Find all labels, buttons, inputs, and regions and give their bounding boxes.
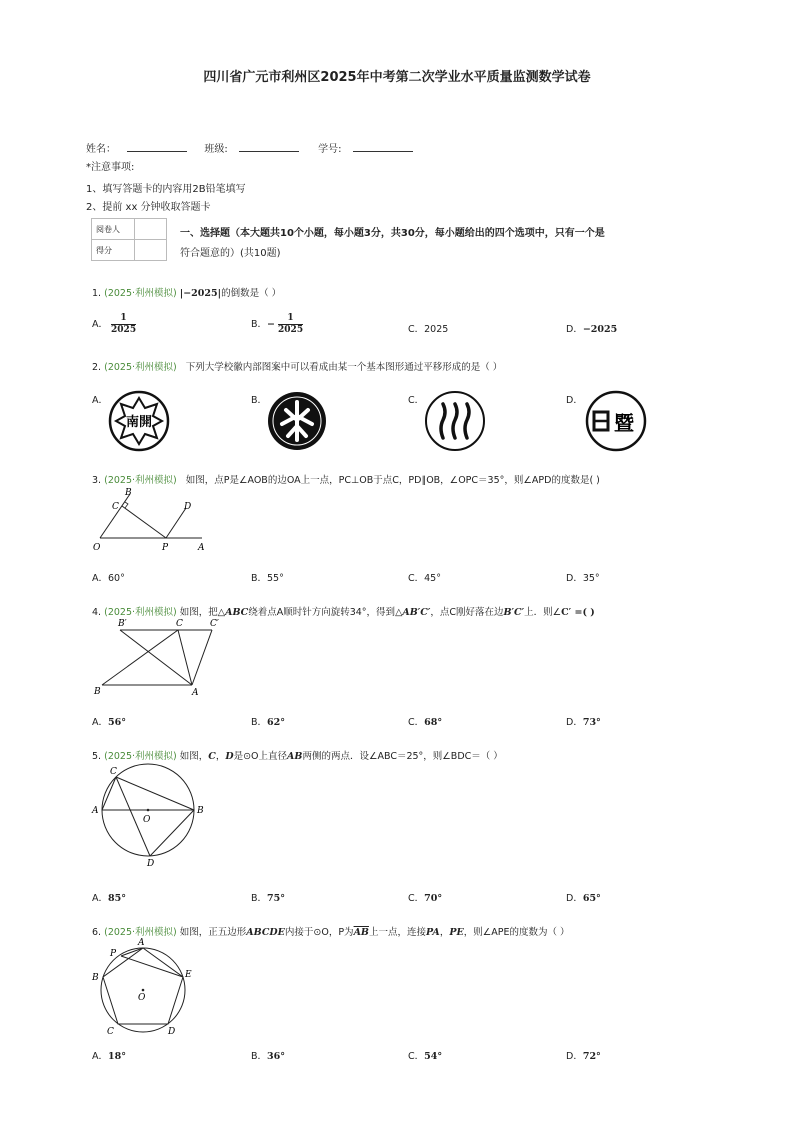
wave-emblem-icon (424, 390, 486, 452)
math-expression: PA (425, 927, 440, 938)
option-label: A． (92, 319, 108, 330)
math-expression: ABCDE (246, 927, 285, 938)
option-b[interactable]: B． (251, 395, 268, 406)
jinan-emblem-icon (585, 390, 647, 452)
question-text: 上．则∠ (524, 607, 562, 618)
question-text: 如图， (179, 751, 209, 762)
segment-b1a (120, 630, 192, 685)
label-a: A (92, 806, 99, 816)
question-number: 2. (92, 362, 102, 373)
question-text: ， (439, 927, 450, 938)
option-c[interactable] (408, 714, 442, 728)
score-table (91, 218, 167, 261)
question-number: 5. (92, 751, 102, 762)
section-heading-line2: 符合题意的）(共10题) (180, 248, 281, 259)
denominator: 2025 (111, 325, 137, 335)
option-value: 70° (424, 893, 443, 904)
label-b: B (92, 973, 99, 983)
question-number: 1. (92, 288, 102, 299)
question-text: 是⊙O上直径 (233, 751, 288, 762)
segment-pd (166, 508, 186, 538)
label-b: B (94, 687, 101, 697)
option-c[interactable] (408, 890, 442, 904)
option-label: B． (251, 717, 268, 728)
question-text: 如图，点P是∠AOB的边OA上一点，PC⊥OB于点C，PD∥OB，∠OPC＝35°，则∠APD的度数是( ) (185, 475, 600, 486)
segment-pe (121, 956, 183, 977)
class-label: 班级: (204, 144, 228, 155)
option-d[interactable] (566, 321, 617, 335)
arc-expression: $\overline{AB}$ (353, 927, 369, 938)
notice-title: *注意事项: (86, 162, 135, 173)
nankai-emblem-icon (108, 390, 170, 452)
center-dot (142, 989, 145, 992)
option-label: A． (92, 1051, 108, 1062)
question-text: 如图，正五边形 (179, 927, 247, 938)
option-d[interactable] (566, 714, 601, 728)
option-value: 68° (424, 717, 443, 728)
source-tag: (2025·利州模拟) (104, 475, 177, 486)
question-text: ， (215, 751, 226, 762)
option-a[interactable] (92, 714, 126, 728)
segment-pc (122, 506, 166, 538)
source-tag: (2025·利州模拟) (104, 288, 177, 299)
class-blank[interactable] (239, 141, 299, 152)
section-heading (180, 224, 605, 264)
emblem-text: 南開 (125, 415, 153, 430)
label-b: B (197, 806, 204, 816)
option-d[interactable] (566, 1048, 601, 1062)
center-dot (147, 809, 150, 812)
source-tag: (2025·利州模拟) (104, 607, 177, 618)
label-c-prime: C′ (210, 619, 219, 629)
score-label: 得分 (92, 240, 135, 261)
math-expression: PE (449, 927, 464, 938)
figure-q4 (90, 615, 230, 700)
option-a[interactable]: A． (92, 395, 108, 406)
fraction (111, 313, 136, 336)
segment-ca (178, 630, 192, 685)
label-a: A (198, 543, 205, 553)
question-text: 两侧的两点．设∠ABC＝25°，则∠BDC＝（ ） (302, 751, 503, 762)
id-label: 学号: (318, 144, 342, 155)
option-label: D． (566, 717, 583, 728)
math-expression: C′ =( ) (561, 607, 595, 618)
peking-emblem-icon (266, 390, 328, 452)
question-number: 6. (92, 927, 102, 938)
option-value: −2025 (582, 324, 618, 335)
option-c[interactable]: C．45° (408, 573, 441, 584)
math-expression: AB (287, 751, 303, 762)
question-text: 如图，把 (179, 607, 218, 618)
notice-item-2: 2、提前 xx 分钟收取答题卡 (86, 202, 211, 213)
math-expression: B′C′ (503, 607, 525, 618)
minus-sign: − (267, 319, 275, 330)
math-expression: △ABC (217, 607, 249, 618)
section-heading-line1: 一、选择题（本大题共10个小题，每小题3分，共30分，每小题给出的四个选项中，只有一个是 (180, 228, 605, 239)
option-label: C． (408, 1051, 425, 1062)
label-d: D (168, 1027, 176, 1037)
option-label: B． (251, 893, 268, 904)
question-text: ，点C刚好落在边 (430, 607, 504, 618)
label-c: C (112, 502, 119, 512)
option-value: 18° (108, 1051, 126, 1062)
option-c[interactable]: C． (408, 395, 425, 406)
math-expression: |−2025| (179, 288, 222, 299)
option-b[interactable] (251, 313, 303, 336)
numerator: 1 (111, 313, 136, 325)
option-c[interactable]: C．2025 (408, 324, 449, 335)
pentagon-abcde (103, 948, 183, 1024)
label-p: P (110, 949, 117, 959)
figure-q6 (88, 934, 200, 1038)
option-value: 85° (108, 893, 126, 904)
label-a: A (192, 688, 199, 698)
option-value: 62° (267, 717, 286, 728)
question-1 (92, 285, 281, 299)
option-value: 73° (582, 717, 601, 728)
option-value: 75° (267, 893, 286, 904)
option-value: 36° (267, 1051, 286, 1062)
math-expression: △AB′C′ (395, 607, 431, 618)
option-b[interactable] (251, 890, 285, 904)
option-value: 56° (108, 717, 126, 728)
label-b: B (125, 488, 132, 498)
right-angle-mark (125, 502, 128, 508)
label-o: O (138, 993, 146, 1003)
option-a[interactable] (92, 313, 136, 336)
numerator: 1 (278, 313, 303, 325)
option-label: B． (251, 1051, 268, 1062)
option-d[interactable]: D．35° (566, 573, 600, 584)
notice-item-1: 1、填写答题卡的内容用2B铅笔填写 (86, 184, 246, 195)
question-number: 3. (92, 475, 102, 486)
question-text: 绕着点A顺时针方向旋转34°，得到 (248, 607, 396, 618)
label-c: C (110, 767, 117, 777)
option-value: 72° (582, 1051, 601, 1062)
denominator: 2025 (278, 325, 304, 335)
segment-ca (102, 777, 116, 810)
question-2 (92, 359, 502, 373)
question-text: 的倒数是（ ） (221, 288, 282, 299)
label-a: A (138, 938, 145, 948)
question-text: 下列大学校徽内部图案中可以看成由某一个基本图形通过平移形成的是（ ） (185, 362, 503, 373)
option-label: B． (251, 319, 268, 330)
name-label: 姓名： (86, 144, 116, 155)
label-d: D (184, 502, 192, 512)
math-expression: D (225, 751, 234, 762)
option-label: A． (92, 893, 108, 904)
option-b[interactable]: B．55° (251, 573, 284, 584)
figure-q3 (90, 484, 220, 556)
grader-cell[interactable] (135, 219, 167, 240)
question-text: 上一点，连接 (368, 927, 426, 938)
source-tag: (2025·利州模拟) (104, 927, 177, 938)
name-blank[interactable] (127, 141, 187, 152)
label-o: O (93, 543, 101, 553)
option-a[interactable]: A．60° (92, 573, 125, 584)
option-b[interactable] (251, 1048, 285, 1062)
option-c[interactable] (408, 1048, 442, 1062)
question-text: 内接于⊙O，P为 (284, 927, 354, 938)
source-tag: (2025·利州模拟) (104, 362, 177, 373)
source-tag: (2025·利州模拟) (104, 751, 177, 762)
option-d[interactable] (566, 890, 601, 904)
label-e: E (185, 970, 192, 980)
label-o: O (143, 815, 151, 825)
segment-c1a (192, 630, 212, 685)
exam-title: 四川省广元市利州区2025年中考第二次学业水平质量监测数学试卷 (203, 70, 591, 85)
option-label: A． (92, 717, 108, 728)
emblem-text: 暨 (614, 411, 634, 435)
label-c: C (176, 619, 183, 629)
option-value: 54° (424, 1051, 443, 1062)
fraction (278, 313, 303, 336)
option-d[interactable]: D． (566, 395, 583, 406)
label-d: D (147, 859, 155, 869)
grader-label: 阅卷人 (92, 219, 135, 240)
option-label: C． (408, 893, 425, 904)
ray-ob (100, 494, 130, 538)
segment-bc (102, 630, 178, 685)
question-text: ，则∠APE的度数为（ ） (463, 927, 570, 938)
score-cell[interactable] (135, 240, 167, 261)
figure-q5 (88, 760, 212, 872)
option-a[interactable] (92, 890, 126, 904)
id-blank[interactable] (353, 141, 413, 152)
student-info-row (86, 140, 413, 155)
label-b-prime: B′ (118, 619, 127, 629)
option-a[interactable] (92, 1048, 126, 1062)
option-label: D． (566, 893, 583, 904)
label-c: C (107, 1027, 114, 1037)
math-expression: C (208, 751, 216, 762)
question-number: 4. (92, 607, 102, 618)
option-value: 65° (582, 893, 601, 904)
option-label: D． (566, 324, 583, 335)
label-p: P (162, 543, 169, 553)
option-b[interactable] (251, 714, 285, 728)
option-label: C． (408, 717, 425, 728)
option-label: D． (566, 1051, 583, 1062)
